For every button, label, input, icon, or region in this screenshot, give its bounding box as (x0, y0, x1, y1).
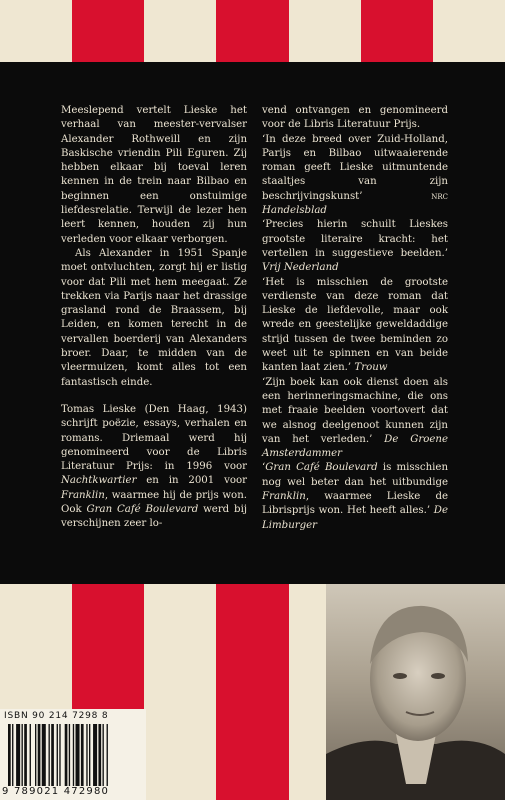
barcode-box (0, 709, 146, 800)
barcode-bar (59, 724, 60, 786)
right-text-column (262, 104, 448, 533)
barcode-graphic (8, 724, 140, 786)
author-bio: Tomas Lieske (Den Haag, 1943) schrijft poëzie, essays, verhalen en romans. Driemaal werd hij genomineerd voor de Libris Literatuur Prijs: in 1996 voor Nachtkwartier en in 2001 voor Franklin, waarmee hij de prijs won. Ook Gran Café Boulevard werd bij verschijnen zeer lo- (61, 403, 247, 530)
stripe (0, 0, 72, 62)
bio-continuation: vend ontvangen en genomineerd voor de Libris Literatuur Prijs. (262, 105, 448, 131)
stripe (216, 584, 288, 800)
stripe (144, 0, 216, 62)
barcode-bar (65, 724, 68, 786)
review-quote-groene: ‘Zijn boek kan ook dienst doen als een herinneringsmachine, die ons met fraaie beelden voortovert dat we alsnog deelgenoot kunnen zijn van het verleden.’ De Groene Amsterdammer (262, 376, 448, 460)
author-portrait-photo (326, 584, 505, 800)
barcode-bar (49, 724, 50, 786)
stripe (361, 0, 433, 62)
ean-digits: 9 789021 472980 (2, 786, 110, 797)
stripe (144, 584, 216, 800)
synopsis-paragraph-1: Meeslepend vertelt Lieske het verhaal van meester-vervalser Alexander Rothweill en zijn Baskische vriendin Pili Eguren. Zij hebben elkaar bij toeval leren kennen in de trein naar Bilbao en beginnen een onstuimige liefdesrelatie. Terwijl de lezer hen leert kennen, houden zij hun verleden voor elkaar verborgen. (61, 105, 247, 245)
review-quote-nrc: ‘In deze breed over Zuid-Holland, Parijs en Bilbao uitwaaierende roman geeft Lieske uitmuntende staaltjes van zijn beschrijvingskunst’ nrc Handelsblad (262, 133, 448, 217)
barcode-bar (22, 724, 23, 786)
stripe (72, 0, 144, 62)
review-quote-limburger: ‘Gran Café Boulevard is misschien nog wel beter dan het uitbundige Franklin, waarmee Lieske de Librisprijs won. Het heeft alles.’ De Limburger (262, 462, 448, 531)
barcode-bar (12, 724, 13, 786)
barcode-bar (57, 724, 58, 786)
review-quote-vn: ‘Precies hierin schuilt Lieskes grootste literaire kracht: het vertellen in suggestieve beelden.’ Vrij Nederland (262, 219, 448, 274)
isbn-label: ISBN 90 214 7298 8 (4, 711, 109, 721)
barcode-bar (103, 724, 104, 786)
barcode-bar (24, 724, 27, 786)
barcode-bar (38, 724, 41, 786)
barcode-bar (69, 724, 70, 786)
barcode-bar (81, 724, 84, 786)
left-text-column (61, 104, 247, 532)
synopsis-paragraph-2: Als Alexander in 1951 Spanje moet ontvluchten, zorgt hij er listig voor dat Pili met hem meegaat. Ze trekken via Parijs naar het drassige grasland rond de Braassem, bij Leiden, en komen terecht in de vervallen boerderij van Alexanders broer. Daar, te midden van de vleermuizen, komt alles tot een fantastisch einde. (61, 247, 247, 388)
stripe (216, 0, 288, 62)
stripe (289, 0, 361, 62)
barcode-bar (51, 724, 54, 786)
barcode-bar (86, 724, 87, 786)
barcode-bar (93, 724, 97, 786)
barcode-bar (73, 724, 74, 786)
top-stripes (0, 0, 505, 62)
barcode-bar (76, 724, 80, 786)
barcode-bar (107, 724, 108, 786)
eye-left (393, 673, 407, 679)
barcode-bar (35, 724, 36, 786)
barcode-bar (16, 724, 20, 786)
barcode-bar (98, 724, 101, 786)
barcode-bar (42, 724, 46, 786)
eye-right (431, 673, 445, 679)
portrait-illustration (326, 584, 505, 800)
barcode-bar (8, 724, 11, 786)
review-quote-trouw: ‘Het is misschien de grootste verdienste van deze roman dat Lieske de liefdevolle, maar ook wrede en geestelijke geweldaddige strijd tussen de twee beminden zo weet uit te spinnen en van beide kanten laat zien.’ Trouw (262, 276, 448, 374)
barcode-bar (89, 724, 90, 786)
stripe (433, 0, 505, 62)
barcode-bar (30, 724, 31, 786)
